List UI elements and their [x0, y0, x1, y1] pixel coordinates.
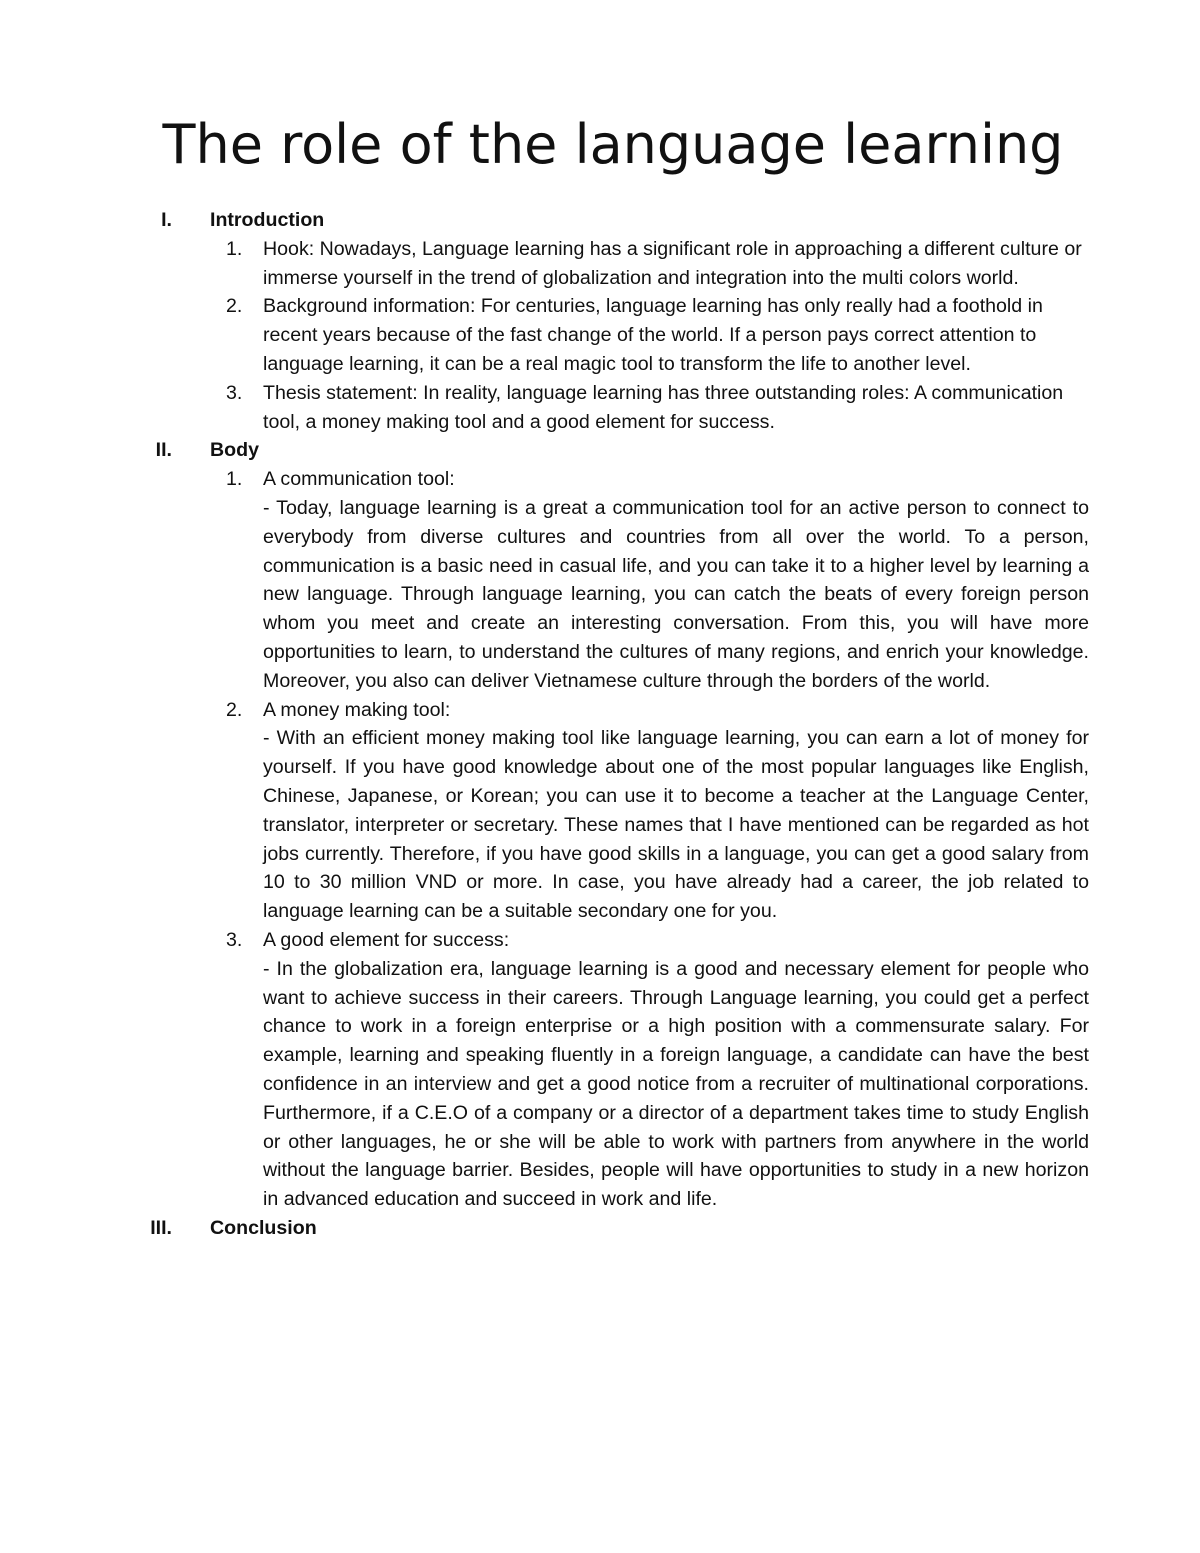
item-paragraph: - In the globalization era, language learning is a good and necessary element for people who want to achieve success in their careers. Through Language learning, you could get a perfect chance to work in a foreign enterprise or a high position with a commensurate salary. For example, learning and speaking fluently in a foreign language, a candidate can have the best confidence in an interview and get a good notice from a recruiter of multinational corporations. Furthermore, if a C.E.O of a company or a director of a department takes time to study English or other languages, he or she will be able to work with partners from anywhere in the world without the language barrier. Besides, people will have opportunities to study in a new horizon in advanced education and succeed in work and life.	[263, 957, 1089, 1211]
item-number: 2.	[226, 698, 243, 721]
item-text: Background information: For centuries, language learning has only really had a foothold in recent years because of the fast change of the world. If a person pays correct attention to language learning, it can be a real magic tool to transform the life to another level.	[263, 295, 1043, 375]
item-lead: A good element for success:	[263, 928, 510, 951]
list-item-money	[0, 696, 1089, 926]
section-numeral: III.	[150, 1216, 172, 1239]
section-introduction	[0, 206, 1200, 436]
item-number: 1.	[226, 468, 243, 491]
item-number: 3.	[226, 381, 243, 404]
item-paragraph: - Today, language learning is a great a communication tool for an active person to connect to everybody from diverse cultures and countries from all over the world. To a person, communication is a basic need in casual life, and you can take it to a higher level by learning a new language. Through language learning, you can catch the beats of every foreign person whom you meet and create an interesting conversation. From this, you will have more opportunities to learn, to understand the cultures of many regions, and enrich your knowledge. Moreover, you also can deliver Vietnamese culture through the borders of the world.	[263, 496, 1089, 692]
section-conclusion	[0, 1214, 1200, 1243]
item-number: 1.	[226, 237, 243, 260]
list-item-hook	[0, 235, 1089, 293]
section-body	[0, 436, 1200, 1214]
item-lead: A money making tool:	[263, 698, 451, 721]
section-heading	[0, 1214, 1200, 1243]
section-title: Body	[210, 439, 259, 462]
list-item-success	[0, 926, 1089, 1214]
essay-outline	[0, 206, 1200, 1243]
section-heading	[0, 436, 1200, 465]
list-item-communication	[0, 465, 1089, 695]
item-text: Hook: Nowadays, Language learning has a significant role in approaching a different culture or immerse yourself in the trend of globalization and integration into the multi colors world.	[263, 237, 1082, 289]
item-lead: A communication tool:	[263, 468, 455, 491]
list-item-background	[0, 292, 1089, 378]
item-number: 2.	[226, 295, 243, 318]
list-item-thesis	[0, 379, 1089, 437]
item-paragraph: - With an efficient money making tool like language learning, you can earn a lot of money for yourself. If you have good knowledge about one of the most popular languages like English, Chinese, Japanese, or Korean; you can use it to become a teacher at the Language Center, translator, interpreter or secretary. These names that I have mentioned can be regarded as hot jobs currently. Therefore, if you have good skills in a language, you can get a good salary from 10 to 30 million VND or more. In case, you have already had a career, the job related to language learning can be a suitable secondary one for you.	[263, 727, 1089, 923]
section-title: Conclusion	[210, 1216, 317, 1239]
item-number: 3.	[226, 928, 243, 951]
section-numeral: II.	[155, 439, 172, 462]
section-title: Introduction	[210, 209, 325, 231]
section-numeral: I.	[161, 209, 172, 231]
document-title: The role of the language learning	[162, 113, 1064, 176]
item-text: Thesis statement: In reality, language learning has three outstanding roles: A communication tool, a money making tool and a good element for success.	[263, 381, 1064, 433]
section-heading	[0, 206, 1200, 235]
